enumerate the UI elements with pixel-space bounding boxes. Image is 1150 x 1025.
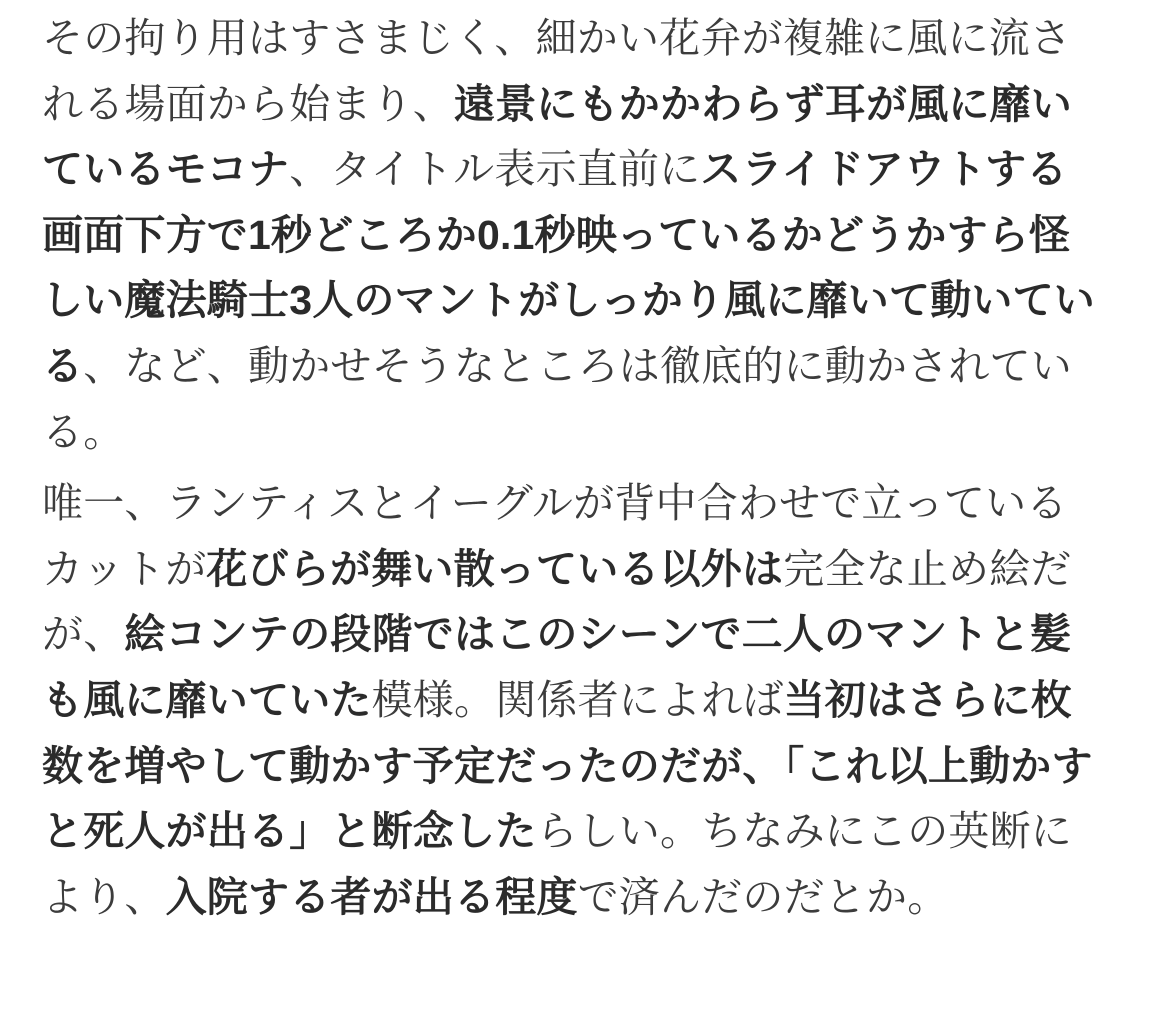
paragraph	[42, 471, 1102, 930]
body-text: 模様。関係者によれば	[371, 676, 784, 723]
body-text: らしい。ちなみにこの英断により、	[42, 808, 1073, 920]
emphasis-text: スライドアウトする画面下方で1秒どころか0.1秒映っているかどうかすら怪しい魔法騎士3人のマントがしっかり風に靡いて動いている	[42, 146, 1095, 389]
emphasis-text: 遠景にもかかわらず耳が風に靡いているモコナ	[42, 80, 1072, 193]
emphasis-text: 花びらが舞い散っている以外は	[206, 545, 784, 592]
body-text: その拘り用はすさまじく、細かい花弁が複雑に風に流される場面から始まり、	[42, 15, 1072, 127]
article-body	[42, 6, 1102, 930]
body-text: 完全な止め絵だが、	[42, 545, 1072, 658]
emphasis-text: 当初はさらに枚数を増やして動かす予定だったのだが、「これ以上動かすと死人が出る」と断念した	[42, 676, 1093, 855]
body-text: で済んだのだとか。	[577, 873, 949, 920]
paragraph	[42, 6, 1102, 465]
body-text: 唯一、ランティスとイーグルが背中合わせで立っているカットが	[42, 480, 1068, 592]
emphasis-text: 入院する者が出る程度	[165, 873, 578, 920]
emphasis-text: 絵コンテの段階ではこのシーンで二人のマントと髪も風に靡いていた	[42, 611, 1072, 723]
body-text: 、など、動かせそうなところは徹底的に動かされている。	[42, 342, 1073, 455]
body-text: 、タイトル表示直前に	[289, 146, 701, 193]
